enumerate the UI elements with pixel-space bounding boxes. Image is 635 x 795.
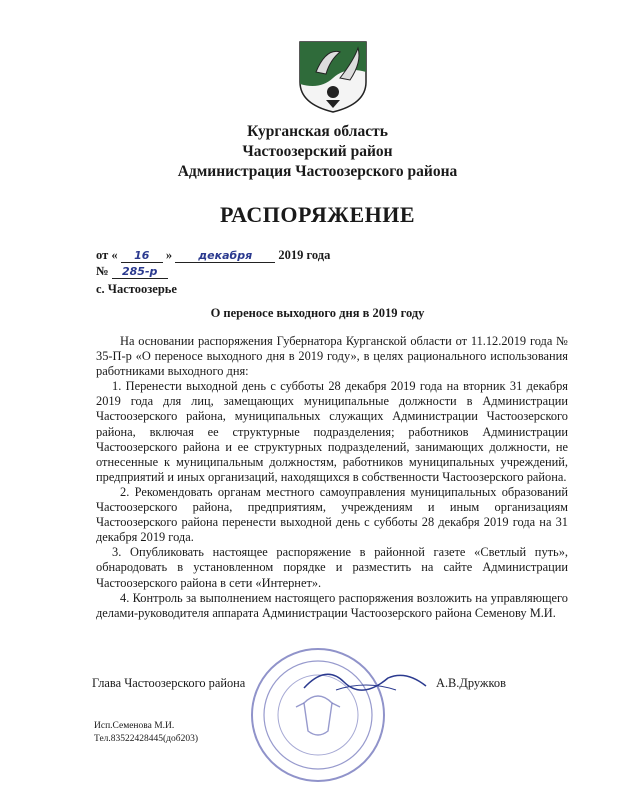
place: с. Частоозерье	[96, 282, 177, 296]
date-day: 16	[121, 249, 163, 263]
subject-title: О переносе выходного дня в 2019 году	[210, 306, 425, 320]
date-line	[96, 248, 330, 263]
item-3-paragraph: 3. Опубликовать настоящее распоряжение в районной газете «Светлый путь», обнародовать в установленном порядке и разместить на сайте Администрации Частоозерского района в сети «Интернет».	[96, 545, 568, 590]
item-4-paragraph: 4. Контроль за выполнением настоящего распоряжения возложить на управляющего делами-руководителя аппарата Администрации Частоозерского района Семенову М.И.	[96, 590, 568, 620]
body-text	[96, 334, 568, 621]
date-mid: »	[165, 248, 173, 262]
header-district: Частоозерский район	[242, 143, 393, 160]
executor-name: Исп.Семенова М.И.	[94, 721, 175, 731]
number-prefix: №	[96, 264, 109, 278]
preamble-paragraph: На основании распоряжения Губернатора Курганской области от 11.12.2019 года № 35-П-р «О переносе выходного дня в 2019 году», в целях рационального использования работниками выходного дня:	[96, 334, 568, 379]
date-month: декабря	[175, 249, 275, 263]
date-year: 2019 года	[278, 248, 331, 262]
header-administration: Администрация Частоозерского района	[177, 163, 458, 180]
item-2-paragraph: 2. Рекомендовать органам местного самоуправления муниципальных образований Частоозерского района, предприятиям, учреждениям и иным организациям Частоозерского района перенести выходной день с субботы 28 декабря 2019 года на 31 декабря 2019 года.	[96, 484, 568, 545]
date-prefix: от «	[96, 248, 118, 262]
document-number: 285-р	[112, 265, 168, 279]
item-1-paragraph: 1. Перенести выходной день с субботы 28 декабря 2019 года на вторник 31 декабря 2019 года для лиц, замещающих муниципальные должности в Администрации Частоозерского района, муниципальных служащих Администрации Частоозерского района, включая ее структурные подразделения; работников Администрации Частоозерского района и ее структурных подразделений, занимающих должности, не отнесенные к муниципальным должностям, работников муниципальных учреждений, предприятий и иных организаций, находящихся в собственности Частоозерского района.	[96, 379, 568, 484]
signature-mark	[296, 660, 446, 700]
header-region: Курганская область	[247, 123, 388, 140]
signatory-name: А.В.Дружков	[436, 676, 506, 690]
executor-phone: Тел.83522428445(доб203)	[94, 734, 199, 744]
coat-of-arms-icon	[296, 38, 370, 114]
number-line	[96, 264, 168, 279]
document-type-title: РАСПОРЯЖЕНИЕ	[219, 202, 416, 227]
signatory-position: Глава Частоозерского района	[92, 676, 246, 690]
